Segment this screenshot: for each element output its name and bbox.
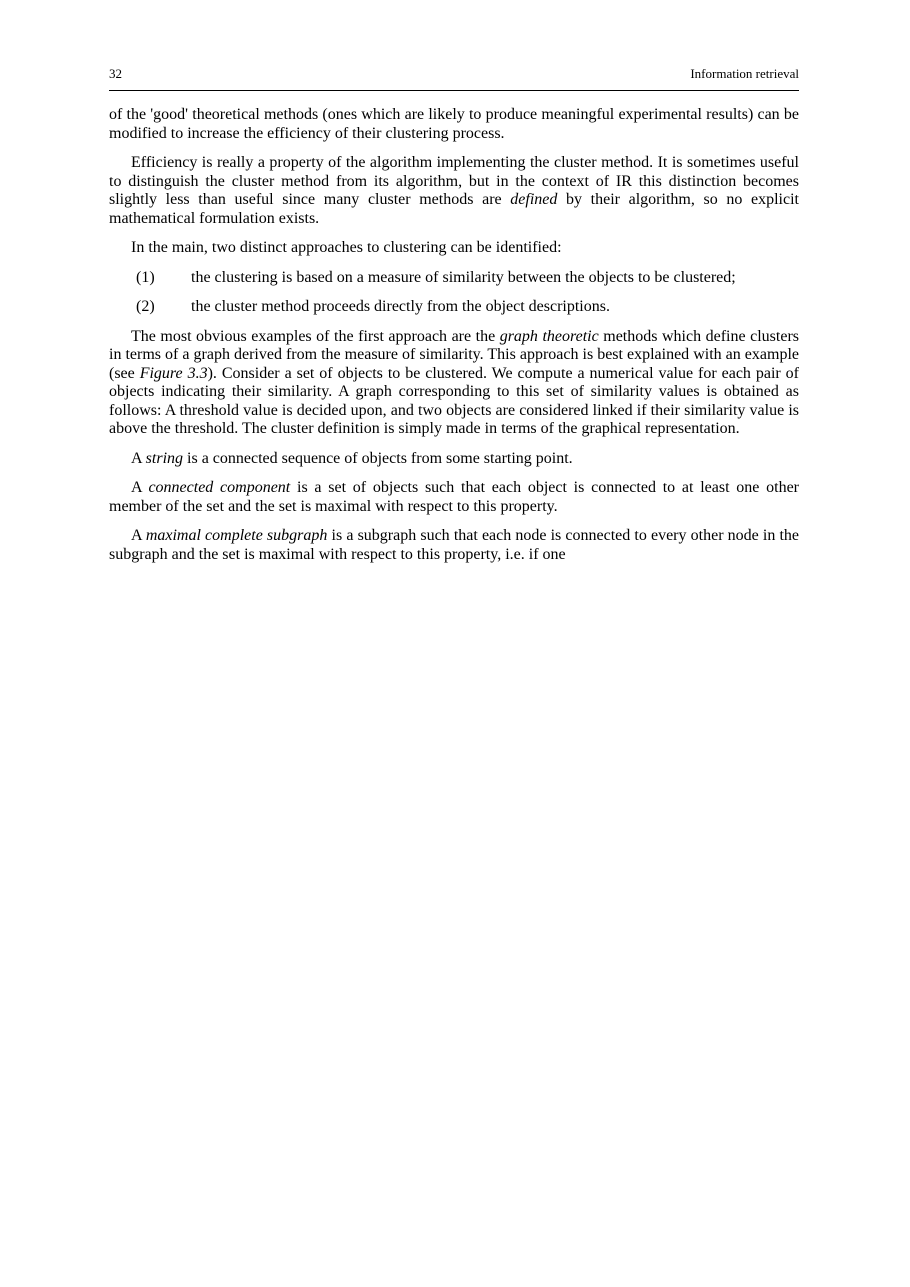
paragraph-3: In the main, two distinct approaches to clustering can be identified: [131,239,562,256]
paragraph-5-text-a: A [131,449,146,467]
list-item-number: (1) [136,268,155,286]
paragraph-6 [109,479,799,516]
list-item [109,298,799,317]
paragraph-6-text-b: is a set of objects such that each object is connected to at least one other member of the set and the set is maximal with respect to this property. [109,479,800,515]
list-item-number: (2) [136,298,155,315]
paragraph-7-term: maximal complete subgraph [145,527,328,544]
page-header [109,66,799,91]
paragraph-2-text-b: by their algorithm, so no explicit mathematical formulation exists. [109,191,799,227]
paragraph-6-term: connected component [148,479,291,496]
paragraph-2-emphasis: defined [510,191,558,208]
paragraph-1: of the 'good' theoretical methods (ones which are likely to produce meaningful experimental results) can be modified to increase the efficiency of their clustering process. [109,106,799,142]
paragraph-4-text-a: The most obvious examples of the first approach are the [131,327,500,345]
figure-reference: Figure 3.3 [139,364,208,382]
paragraph-4-text-c: ). Consider a set of objects to be clustered. We compute a numerical value for each pair of objects indicating their similarity. A graph corresponding to this set of similarity values is obtained as follows: A threshold value is decided upon, and two objects are considered linked if their similarity value is above the threshold. The cluster definition is simply made in terms of the graphical representation. [109,364,800,437]
body-text [109,106,799,575]
paragraph-2 [109,154,799,228]
running-title: Information retrieval [690,66,799,81]
list-item-text: the clustering is based on a measure of similarity between the objects to be clustered; [191,268,736,286]
paragraph-5-term: string [145,449,184,467]
list-item [109,269,799,288]
page-number: 32 [109,66,122,81]
paragraph-7-text-b: is a subgraph such that each node is connected to every other node in the subgraph and the set is maximal with respect to this property, i.e. if one [109,527,800,563]
paragraph-7-text-a: A [131,527,146,544]
list-item-text: the cluster method proceeds directly from the object descriptions. [191,298,610,315]
paragraph-4-emphasis-1: graph theoretic [499,327,599,345]
paragraph-5-text-b: is a connected sequence of objects from some starting point. [183,449,573,467]
paragraph-4 [109,328,799,439]
paragraph-4-text-b: methods which define clusters in terms of a graph derived from the measure of similarity. This approach is best explained with an example (see [109,327,800,382]
paragraph-2-text-a: Efficiency is really a property of the algorithm implementing the cluster method. It is sometimes useful to distinguish the cluster method from its algorithm, but in the context of IR this distinction becomes slightly less than useful since many cluster methods are [109,154,799,208]
paragraph-5 [109,450,799,469]
paragraph-7 [109,527,799,564]
paragraph-6-text-a: A [131,479,149,496]
